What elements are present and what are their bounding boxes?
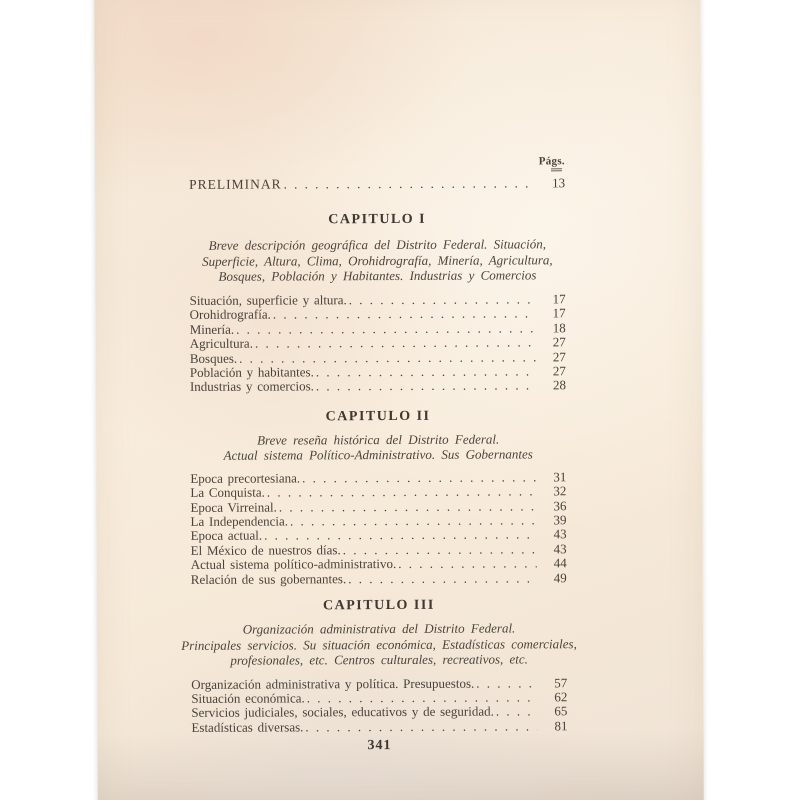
abbreviation-rule [551,168,562,171]
dot-leader [273,307,536,323]
toc-entry-label: La Independencia. [190,513,289,529]
toc-entry-page: 43 [553,541,567,557]
toc-entry-page: 36 [553,497,567,513]
description-line: Breve descripción geográfica del Distrito Federal. Situación, [208,236,547,254]
toc-entry-label: Agricultura. [189,335,253,352]
chapter-1 [189,212,566,395]
toc-entry [190,379,566,395]
toc-entry-label: Bosques. [189,350,238,366]
toc-entry-label: Actual sistema político-administrativo. [190,556,397,573]
toc-entry-page: 57 [554,674,568,690]
toc-entry [190,321,566,337]
chapter-2-title: CAPITULO II [325,408,431,425]
folio-page-number: 341 [367,738,392,754]
toc-entry [190,499,566,515]
description-line: Superficie, Altura, Clima, Orohidrografía, Minería, Agricultura, [202,252,553,269]
toc-entry-label: Servicios judiciales, sociales, educativos y de seguridad. [191,703,494,721]
toc-entry [191,556,567,572]
dot-leader [316,379,536,394]
dot-leader [316,364,536,379]
chapter-2-entries [190,470,566,587]
toc-entry-page: 81 [554,717,568,734]
toc-entry-page: 27 [552,348,566,364]
description-line: Breve reseña histórica del Distrito Federal. [257,431,500,448]
toc-entry-label: Población y habitantes. [189,364,314,380]
toc-entry-label: Orohidrografía. [189,306,271,323]
dot-leader [290,513,537,528]
book-page [94,0,704,800]
toc-entry-page: 27 [552,363,566,379]
dot-leader [267,485,537,501]
toc-entry-page: 44 [553,555,567,571]
dot-leader [496,705,538,720]
toc-entry [191,676,567,692]
toc-entry-page: 27 [552,334,566,350]
dot-leader [239,350,536,366]
toc-entry-label: PRELIMINAR [189,176,282,192]
chapter-2-description [172,431,584,464]
toc-entry [190,292,566,308]
toc-entry [191,571,567,587]
toc-entry-page: 43 [553,526,567,542]
chapter-1-description [171,237,583,285]
toc-entry-label: Epoca Virreinal. [190,499,277,515]
toc-entry-label: Organización administrativa y política. Presupuestos. [191,675,475,692]
toc-entry-page: 31 [553,469,567,485]
toc-entry-page: 65 [554,703,568,719]
description-line: Bosques, Población y Habitantes. Industrias y Comercios [218,267,537,285]
toc-entry [190,364,566,380]
dot-leader [398,557,537,572]
dot-leader [236,321,536,337]
toc-entry [191,528,567,544]
table-of-contents [181,155,577,755]
toc-entry [191,705,567,721]
toc-entry-label: Epoca precortesiana. [190,470,301,486]
toc-entry [190,307,566,323]
dot-leader [279,499,537,515]
dot-leader [343,542,537,557]
toc-entry [190,470,566,486]
toc-entry-label: La Conquista. [190,484,265,501]
toc-entry [190,350,566,366]
description-line: Actual sistema Político-Administrativo. Sus Gobernantes [223,446,533,464]
page-column-header [189,155,565,173]
toc-entry-label: Relación de sus gobernantes. [190,570,347,587]
description-line: Organización administrativa del Distrito Federal. [242,620,516,637]
toc-row-preliminar [189,176,565,192]
dot-leader [255,336,536,352]
toc-entry-page: 18 [552,319,566,336]
chapter-1-title: CAPITULO I [328,212,427,228]
toc-entry [190,513,566,529]
toc-entry-page: 62 [554,689,568,705]
dot-leader [264,528,537,544]
toc-entry [190,335,566,351]
toc-entry-label: Epoca actual. [190,527,263,544]
toc-entry-page: 17 [552,305,566,321]
dot-leader [476,676,537,691]
toc-entry-page: 17 [552,291,566,307]
description-line: Principales servicios. Su situación económica, Estadísticas comerciales, [181,635,577,653]
toc-entry-label: Minería. [189,321,235,337]
chapter-3-entries [191,676,567,735]
toc-entry-page: 13 [552,175,566,191]
dot-leader [302,470,536,485]
toc-entry-label: Situación económica. [191,690,305,706]
chapter-3-title: CAPITULO III [322,597,435,614]
toc-entry-page: 49 [553,569,567,585]
toc-entry-label: Industrias y comercios. [189,378,314,395]
toc-entry [191,719,567,735]
chapter-3-description [173,620,585,668]
description-line: profesionales, etc. Centros culturales, recreativos, etc. [230,651,528,668]
dot-leader [348,571,537,586]
chapter-1-entries [190,292,566,394]
toc-entry-label: El México de nuestros días. [190,542,341,558]
toc-entry-page: 32 [553,483,567,499]
chapter-2 [190,408,567,587]
dot-leader [349,292,536,307]
toc-entry-label: Situación, superficie y altura. [189,292,347,308]
page-column-header-label: Págs. [538,155,565,168]
toc-entry-page: 28 [552,377,566,393]
chapter-3 [181,597,577,735]
dot-leader [284,176,536,192]
dot-leader [305,719,537,734]
toc-entry [190,484,566,500]
toc-entry-page: 39 [553,512,567,528]
toc-entry-label: Estadísticas diversas. [191,719,304,735]
